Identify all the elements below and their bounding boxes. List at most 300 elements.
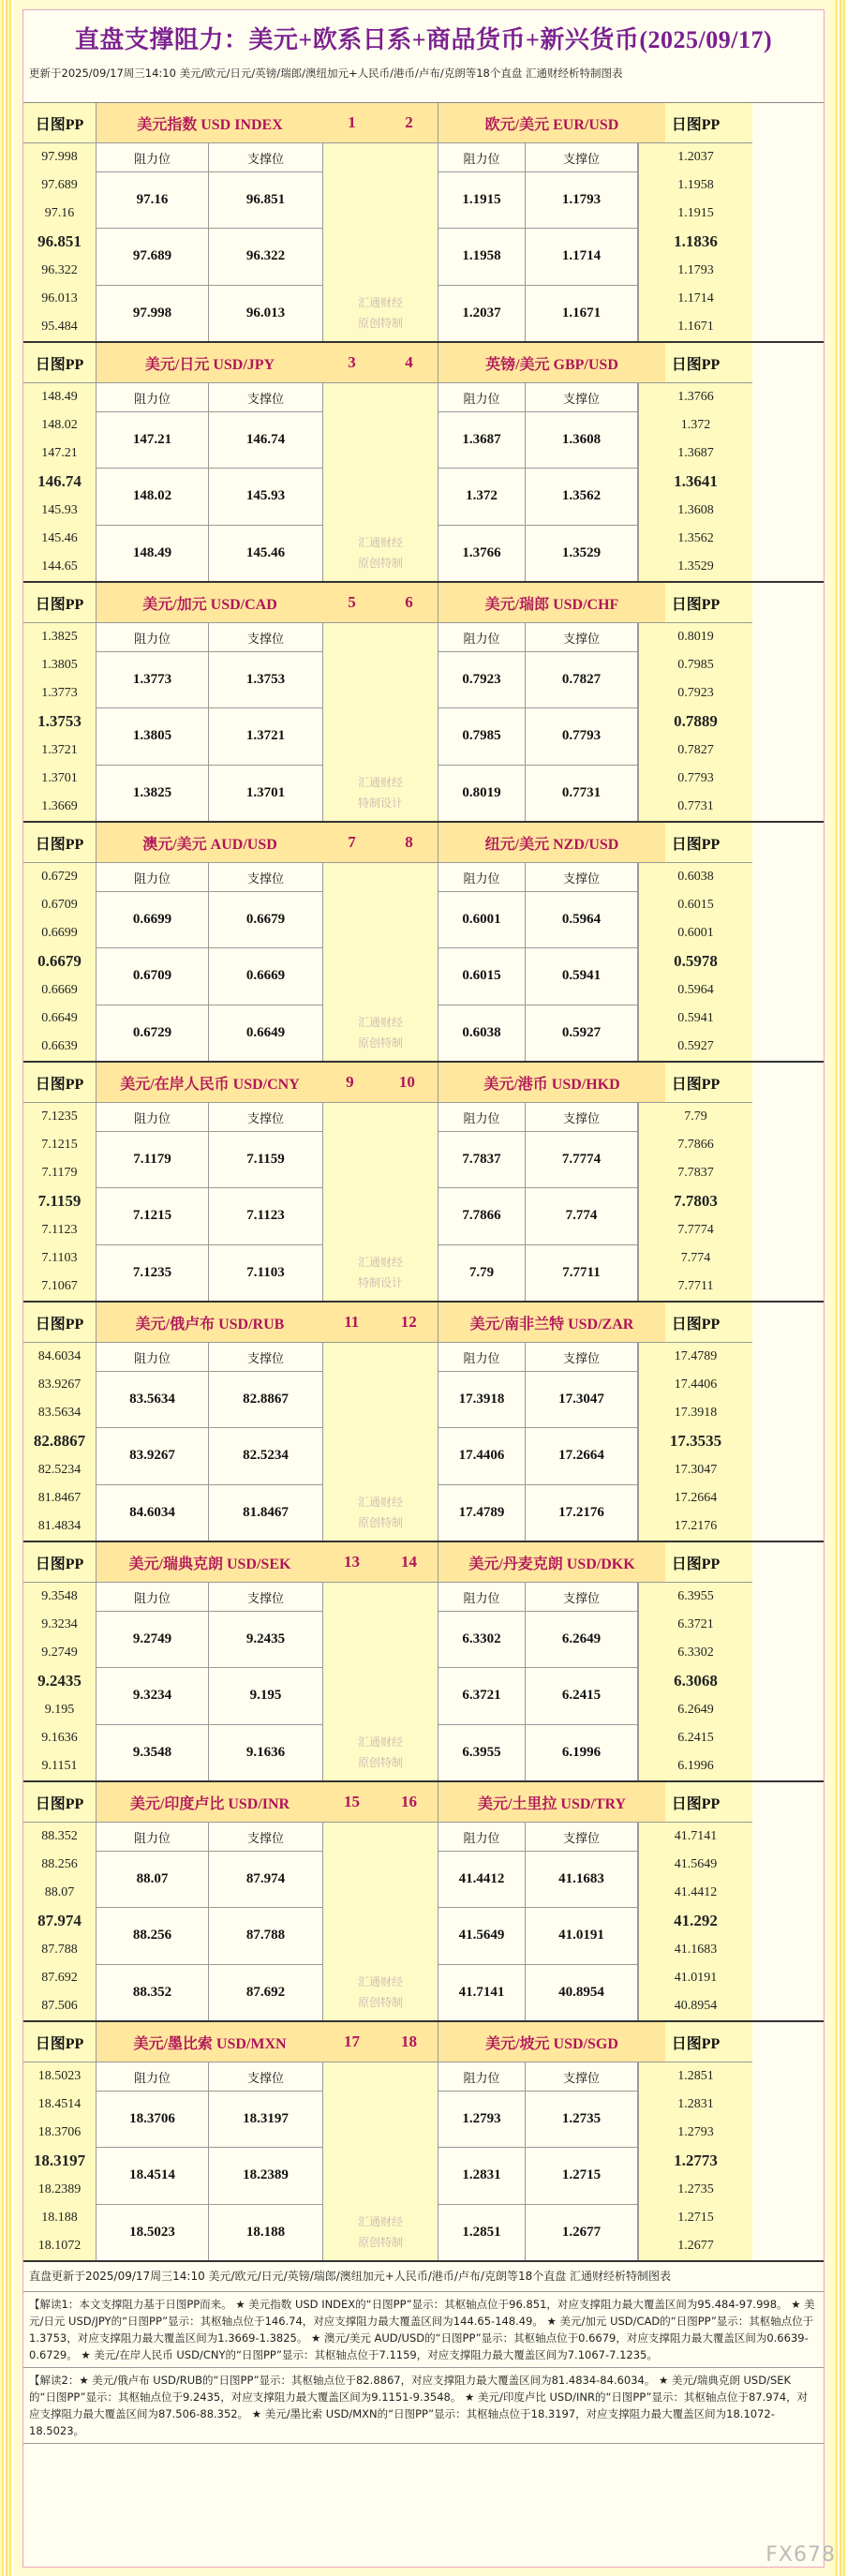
pp-level: 1.2851 [677,2069,714,2084]
resistance-cell: 97.16 [97,172,208,229]
pp-level: 0.5927 [677,1038,714,1053]
pp-header: 日图PP [639,1782,752,1823]
pair-numbers [323,1782,438,1823]
support-header: 支撑位 [209,2062,322,2092]
pair-name: 美元/南非兰特 USD/ZAR [438,1303,665,1343]
pair-panel [23,1782,824,2022]
pp-level: 1.372 [680,418,711,433]
support-cell: 1.3721 [209,708,322,765]
support-header: 支撑位 [209,623,322,652]
resistance-header: 阻力位 [97,143,208,172]
support-cell: 7.7774 [526,1132,637,1188]
pair-panel [23,1303,824,1542]
pp-level: 0.6038 [677,870,714,885]
pivot-value: 0.7889 [674,712,718,731]
watermark-line-1: 汇通财经 [357,536,403,549]
pp-level: 18.3706 [37,2125,82,2140]
pp-header: 日图PP [639,1063,752,1103]
pair-name: 美元/印度卢比 USD/INR [97,1782,323,1823]
pp-level: 1.2715 [677,2210,714,2225]
pp-level: 1.3701 [41,770,78,785]
pp-level: 7.79 [684,1109,707,1124]
pair-numbers [323,823,438,863]
support-cell: 0.6669 [209,948,322,1005]
pp-level: 1.3529 [677,558,714,573]
pair-name: 纽元/美元 NZD/USD [438,823,665,863]
pp-level: 18.2389 [37,2181,82,2196]
pp-header: 日图PP [639,2022,752,2062]
pp-level: 81.4834 [37,1518,82,1533]
pp-level: 1.3825 [41,630,78,645]
support-cell: 17.2176 [558,1504,604,1520]
resistance-cell: 84.6034 [129,1504,175,1520]
support-cell: 1.2735 [526,2092,637,2148]
pp-level: 0.7923 [677,686,714,701]
resistance-cell: 1.1915 [438,172,525,229]
pp-level: 83.5634 [37,1406,82,1421]
pp-header: 日图PP [23,1303,96,1343]
support-cell: 0.7793 [526,708,637,765]
pp-level: 7.7774 [677,1222,714,1237]
resistance-cell: 6.3955 [462,1744,501,1760]
pp-level: 7.7837 [677,1166,714,1181]
pp-level: 18.4514 [37,2097,82,2112]
support-cell: 0.5964 [526,892,637,948]
resistance-cell: 1.2793 [438,2092,525,2148]
pp-header: 日图PP [23,1542,96,1583]
support-cell: 7.1159 [209,1132,322,1188]
report-frame [22,9,825,2568]
pp-level: 1.3608 [677,502,714,517]
pp-level: 6.2649 [677,1702,714,1717]
pp-level: 17.2176 [674,1518,718,1533]
pivot-value: 96.851 [37,232,82,251]
resistance-header: 阻力位 [97,383,208,412]
resistance-cell: 0.6001 [438,892,525,948]
watermark-area [323,1103,438,1301]
watermark-area [323,623,438,821]
resistance-header: 阻力位 [438,1583,525,1612]
pp-level: 1.2831 [677,2097,714,2112]
pp-level: 1.1714 [677,290,714,305]
resistance-cell: 97.689 [97,229,208,285]
pp-column-left [23,2022,97,2260]
resistance-cell: 0.7985 [438,708,525,765]
resistance-cell: 6.3302 [438,1612,525,1668]
pair-number-left: 9 [346,1073,354,1091]
pair-name: 欧元/美元 EUR/USD [438,103,665,143]
pp-level: 6.1996 [677,1758,714,1773]
resistance-header: 阻力位 [438,383,525,412]
panels-container [23,102,824,2262]
resistance-header: 阻力位 [438,1103,525,1132]
resistance-cell: 17.3918 [438,1372,525,1428]
pp-header: 日图PP [23,2022,96,2062]
pp-level: 6.3955 [677,1589,714,1604]
pp-level: 83.9267 [37,1377,82,1392]
support-cell: 1.3562 [526,469,637,525]
pivot-value: 1.3641 [674,472,718,491]
support-header: 支撑位 [526,383,637,412]
support-cell: 6.1996 [561,1744,602,1760]
pp-level: 0.8019 [677,630,714,645]
support-cell: 1.3753 [209,652,322,708]
support-cell: 82.8867 [209,1372,322,1428]
watermark-line-2: 原创特制 [357,2236,403,2249]
pp-level: 87.692 [41,1970,78,1985]
pp-level: 7.1215 [41,1138,78,1153]
pp-header: 日图PP [639,1303,752,1343]
interpretation-note-2: 【解读2：★ 美元/俄卢布 USD/RUB的“日图PP”显示：其枢轴点位于82.8867，对应支撑阻力最大覆盖区间为81.4834-84.6034。 ★ 美元/瑞典克朗 USD/SEK的“日图PP”显示：其枢轴点位于9.2435，对应支撑阻力最大覆盖区间为9.1151-9.3548。 ★ 美元/印度卢比 USD/INR的“日图PP”显示：其枢轴点位于87.974，对应支撑阻力最大覆盖区间为87.506-88.352。 ★ 美元/墨比索 USD/MXN的“日图PP”显示：其枢轴点位于18.3197，对应支撑阻力最大覆盖区间为18.1072-18.5023。 [23,2368,824,2444]
pp-level: 144.65 [41,558,78,573]
resistance-cell: 0.6038 [462,1024,501,1040]
pp-column-left [23,583,97,821]
pair-number-left: 1 [348,113,356,131]
resistance-cell: 83.5634 [97,1372,208,1428]
resistance-cell: 1.3805 [97,708,208,765]
support-cell: 7.774 [526,1188,637,1244]
resistance-cell: 0.6709 [97,948,208,1005]
pp-level: 9.1636 [41,1730,78,1745]
support-header: 支撑位 [526,623,637,652]
pp-level: 0.7793 [677,770,714,785]
pivot-value: 1.1836 [674,232,718,251]
resistance-header: 阻力位 [97,1823,208,1852]
pp-level: 145.93 [41,502,78,517]
support-cell: 0.5927 [561,1024,602,1040]
pp-level: 7.1123 [41,1222,78,1237]
pair-number-column [323,103,438,341]
pair-name: 美元/墨比索 USD/MXN [97,2022,323,2062]
pp-level: 7.774 [680,1250,711,1265]
support-header: 支撑位 [209,143,322,172]
resistance-cell: 18.4514 [97,2148,208,2204]
support-cell: 1.3608 [526,412,637,469]
pair-name: 美元/日元 USD/JPY [97,343,323,383]
pivot-value: 82.8867 [33,1432,86,1451]
interpretation-note-1: 【解读1：本文支撑阻力基于日图PP而来。 ★ 美元指数 USD INDEX的“日图PP”显示：其枢轴点位于96.851，对应支撑阻力最大覆盖区间为95.484-97.998。 ★ 美元/日元 USD/JPY的“日图PP”显示：其枢轴点位于146.74，对应支撑阻力最大覆盖区间为144.65-148.49。 ★ 美元/加元 USD/CAD的“日图PP”显示：其枢轴点位于1.3753，对应支撑阻力最大覆盖区间为1.3669-1.3825。 ★ 澳元/美元 AUD/USD的“日图PP”显示：其枢轴点位于0.6679，对应支撑阻力最大覆盖区间为0.6639-0.6729。 ★ 美元/在岸人民币 USD/CNY的“日图PP”显示：其枢轴点位于7.1159，对应支撑阻力最大覆盖区间为7.1067-7.1235。 [23,2292,824,2368]
resistance-cell: 1.372 [438,469,525,525]
footer-meta: 直盘更新于2025/09/17周三14:10 美元/欧元/日元/英镑/瑞郎/澳纽加元+人民币/港币/卢布/克朗等18个直盘 汇通财经析特制图表 [23,2262,824,2292]
watermark [323,1492,438,1533]
resistance-cell: 147.21 [97,412,208,469]
watermark-line-1: 汇通财经 [357,1016,403,1029]
support-cell: 7.1103 [246,1264,285,1280]
watermark [323,772,438,813]
support-cell: 96.322 [209,229,322,285]
pp-level: 9.3234 [41,1617,78,1632]
pp-level: 148.49 [41,390,78,405]
pp-level: 0.6699 [41,926,78,941]
pair-number-right: 16 [401,1793,417,1810]
pp-level: 9.1151 [41,1758,78,1773]
pp-header: 日图PP [639,103,752,143]
pp-level: 9.195 [44,1702,75,1717]
update-meta: 更新于2025/09/17周三14:10 美元/欧元/日元/英镑/瑞郎/澳纽加元+人民币/港币/卢布/克朗等18个直盘 汇通财经析特制图表 [29,67,623,80]
pp-column-left [23,103,97,341]
pair-number-right: 2 [405,113,413,131]
resistance-cell: 88.256 [97,1908,208,1964]
pp-level: 1.1671 [677,319,714,334]
pair-panel [23,343,824,583]
support-cell: 1.1793 [526,172,637,229]
resistance-header: 阻力位 [438,623,525,652]
support-cell: 82.5234 [209,1428,322,1484]
pair-number-right: 6 [405,593,413,611]
pair-number-column [323,1303,438,1541]
pair-number-column [323,1782,438,2020]
pp-level: 0.6709 [41,898,78,913]
pp-column-left [23,823,97,1061]
pp-level: 145.46 [41,530,78,545]
pivot-value: 87.974 [37,1912,82,1930]
pp-level: 41.7141 [674,1829,718,1844]
support-header: 支撑位 [209,1583,322,1612]
resistance-cell: 7.7866 [438,1188,525,1244]
support-cell: 1.1671 [561,305,602,320]
resistance-cell: 9.3548 [132,1744,172,1760]
pp-level: 88.352 [41,1829,78,1844]
resistance-cell: 1.2831 [438,2148,525,2204]
support-cell: 0.7827 [526,652,637,708]
pp-level: 97.689 [41,178,78,193]
pp-level: 96.013 [41,290,78,305]
resistance-header: 阻力位 [438,863,525,892]
pp-level: 97.998 [41,150,78,165]
pp-level: 1.2793 [677,2125,714,2140]
watermark-line-2: 特制设计 [357,797,403,810]
watermark-area [323,1823,438,2020]
resistance-cell: 83.9267 [97,1428,208,1484]
pp-level: 1.1793 [677,262,714,277]
support-cell: 1.2677 [561,2224,602,2240]
pp-level: 1.3773 [41,686,78,701]
resistance-header: 阻力位 [97,1583,208,1612]
pp-level: 0.6729 [41,870,78,885]
pp-level: 95.484 [41,319,78,334]
resistance-header: 阻力位 [97,1343,208,1372]
resistance-cell: 1.3825 [132,784,172,800]
support-cell: 1.3529 [561,544,602,560]
pp-level: 9.3548 [41,1589,78,1604]
resistance-cell: 6.3721 [438,1668,525,1724]
pp-level: 1.3669 [41,798,78,813]
pair-panel [23,103,824,343]
pair-numbers [323,343,438,383]
resistance-cell: 0.7923 [438,652,525,708]
pp-column-left [23,1542,97,1780]
pair-panel [23,2022,824,2262]
page-title: 直盘支撑阻力：美元+欧系日系+商品货币+新兴货币(2025/09/17) [74,25,773,53]
left-decorative-stripe [0,0,13,2576]
resistance-cell: 148.02 [97,469,208,525]
pp-level: 147.21 [41,446,78,461]
watermark [323,2211,438,2253]
resistance-cell: 1.3687 [438,412,525,469]
resistance-cell: 1.3766 [462,544,501,560]
resistance-cell: 0.8019 [462,784,501,800]
resistance-cell: 41.4412 [438,1852,525,1908]
resistance-cell: 97.998 [132,305,172,320]
pp-header: 日图PP [23,823,96,863]
pp-level: 41.1683 [674,1942,718,1957]
pair-numbers [323,1542,438,1583]
resistance-header: 阻力位 [97,623,208,652]
resistance-header: 阻力位 [438,143,525,172]
pair-numbers [323,2022,438,2062]
support-cell: 87.692 [245,1984,286,2000]
support-header: 支撑位 [209,1343,322,1372]
pp-level: 7.1235 [41,1109,78,1124]
resistance-cell: 17.4406 [438,1428,525,1484]
resistance-header: 阻力位 [97,1103,208,1132]
pair-panel [23,823,824,1063]
pp-level: 0.7731 [677,798,714,813]
resistance-header: 阻力位 [438,2062,525,2092]
resistance-cell: 18.5023 [129,2224,175,2240]
pp-level: 0.5964 [677,982,714,997]
support-header: 支撑位 [209,863,322,892]
pair-panel [23,1542,824,1782]
pp-level: 0.6639 [41,1038,78,1053]
resistance-cell: 41.5649 [438,1908,525,1964]
pair-numbers [323,583,438,623]
resistance-header: 阻力位 [438,1823,525,1852]
resistance-cell: 0.6729 [132,1024,172,1040]
pair-numbers [323,1303,438,1343]
watermark-area [323,1583,438,1780]
watermark-area [323,863,438,1061]
support-cell: 9.195 [209,1668,322,1724]
pp-level: 148.02 [41,418,78,433]
pp-column-left [23,1303,97,1541]
pp-level: 17.3047 [674,1462,718,1477]
watermark-line-1: 汇通财经 [357,1496,403,1509]
watermark-line-2: 原创特制 [357,557,403,570]
support-cell: 87.974 [209,1852,322,1908]
support-cell: 6.2415 [526,1668,637,1724]
pair-number-column [323,823,438,1061]
pp-level: 1.3562 [677,530,714,545]
pp-level: 41.4412 [674,1885,718,1900]
pp-level: 17.3918 [674,1406,718,1421]
support-header: 支撑位 [526,1343,637,1372]
pair-panel [23,583,824,823]
pair-name: 美元/丹麦克朗 USD/DKK [438,1542,665,1583]
pp-header: 日图PP [23,343,96,383]
pair-name: 澳元/美元 AUD/USD [97,823,323,863]
pp-level: 18.1072 [37,2238,82,2253]
watermark [323,292,438,334]
pp-level: 1.3805 [41,658,78,673]
pp-header: 日图PP [23,1782,96,1823]
pp-level: 0.6649 [41,1010,78,1025]
watermark-line-2: 原创特制 [357,317,403,330]
pp-level: 0.6669 [41,982,78,997]
pp-level: 40.8954 [674,1998,718,2013]
pair-name: 美元/俄卢布 USD/RUB [97,1303,323,1343]
pair-number-column [323,2022,438,2260]
pp-level: 87.506 [41,1998,78,2013]
pivot-value: 6.3068 [674,1672,718,1690]
support-header: 支撑位 [526,1823,637,1852]
pair-number-column [323,343,438,581]
support-cell: 18.188 [245,2224,286,2240]
support-cell: 96.013 [245,305,286,320]
pair-name: 美元指数 USD INDEX [97,103,323,143]
pp-level: 1.3687 [677,446,714,461]
pp-level: 41.0191 [674,1970,718,1985]
pp-level: 1.3766 [677,390,714,405]
pivot-value: 0.6679 [37,952,82,971]
pair-number-right: 8 [405,833,413,851]
support-cell: 6.2649 [526,1612,637,1668]
pair-number-left: 7 [348,833,356,851]
pp-level: 6.2415 [677,1730,714,1745]
pp-header: 日图PP [639,583,752,623]
support-header: 支撑位 [526,143,637,172]
pp-level: 88.256 [41,1857,78,1872]
pair-number-column [323,1542,438,1780]
support-header: 支撑位 [209,1103,322,1132]
support-cell: 81.8467 [243,1504,289,1520]
pair-number-right: 14 [401,1553,417,1571]
pp-level: 7.7711 [677,1278,714,1293]
pair-name: 美元/在岸人民币 USD/CNY [97,1063,323,1103]
support-cell: 1.3701 [245,784,286,800]
pp-level: 7.7866 [677,1138,714,1153]
watermark-line-2: 原创特制 [357,1756,403,1769]
resistance-cell: 1.3773 [97,652,208,708]
pp-level: 17.2664 [674,1490,718,1505]
pair-number-right: 10 [398,1073,415,1091]
resistance-header: 阻力位 [438,1343,525,1372]
resistance-cell: 148.49 [132,544,172,560]
watermark [323,1012,438,1053]
pp-level: 96.322 [41,262,78,277]
support-cell: 145.93 [209,469,322,525]
pp-header: 日图PP [23,103,96,143]
resistance-cell: 1.1958 [438,229,525,285]
support-cell: 7.1123 [209,1188,322,1244]
watermark-line-1: 汇通财经 [357,1735,403,1749]
support-cell: 96.851 [209,172,322,229]
watermark-line-1: 汇通财经 [357,2215,403,2228]
pp-level: 1.2735 [677,2181,714,2196]
pivot-value: 9.2435 [37,1672,82,1690]
support-cell: 17.3047 [526,1372,637,1428]
fx678-logo: FX678 [765,2543,836,2567]
support-cell: 41.0191 [526,1908,637,1964]
resistance-cell: 7.79 [468,1264,495,1280]
pair-name: 美元/坡元 USD/SGD [438,2022,665,2062]
pair-number-left: 15 [344,1793,360,1810]
support-cell: 17.2664 [526,1428,637,1484]
support-cell: 0.6649 [245,1024,286,1040]
resistance-cell: 9.3234 [97,1668,208,1724]
watermark-line-2: 原创特制 [357,1996,403,2009]
support-cell: 0.5941 [526,948,637,1005]
pp-level: 7.1179 [41,1166,78,1181]
right-decorative-stripe [834,0,847,2576]
pp-level: 1.1958 [677,178,714,193]
pp-level: 88.07 [44,1885,75,1900]
pp-level: 97.16 [44,206,75,221]
pp-level: 0.7985 [677,658,714,673]
pp-level: 84.6034 [37,1349,82,1364]
pair-number-right: 12 [400,1313,417,1331]
resistance-cell: 17.4789 [458,1504,505,1520]
